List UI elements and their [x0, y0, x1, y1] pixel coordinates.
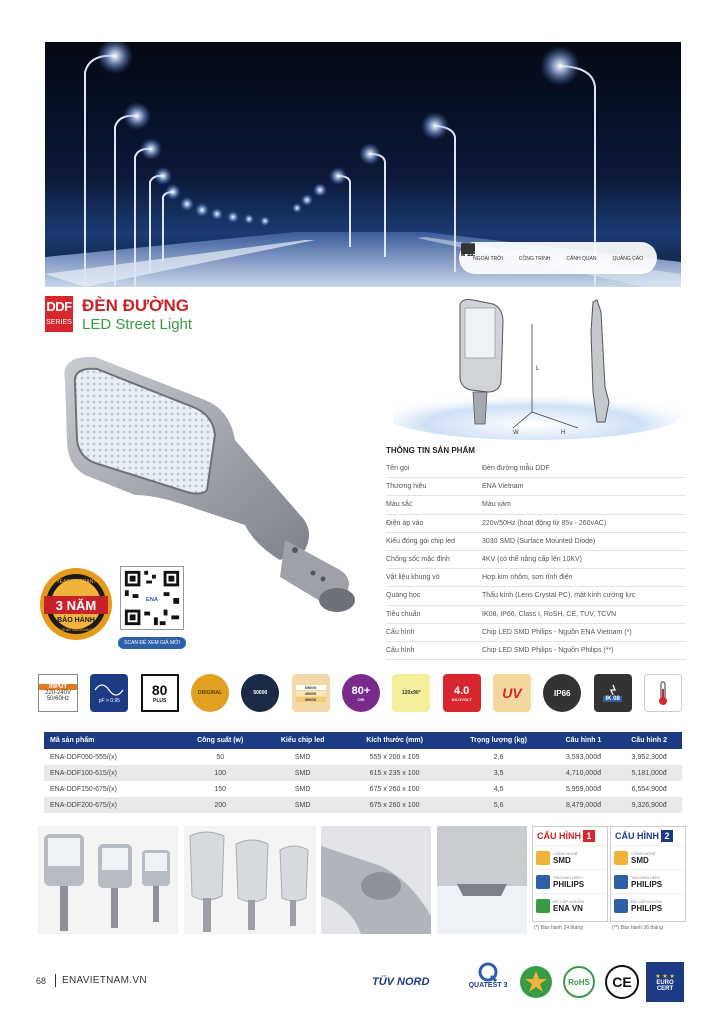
- gallery-sizes-front: [38, 826, 178, 934]
- config-line: [611, 869, 685, 893]
- spec-row: [386, 496, 686, 514]
- config-card-1: [532, 826, 608, 922]
- cell: 5,181,000đ: [616, 765, 682, 781]
- app-outdoor: [473, 255, 503, 262]
- spec-value: Chip LED SMD Philips - Nguồn ENA Vietnam (*): [482, 628, 632, 636]
- 80-plus-number: 80: [151, 682, 168, 698]
- input-badge: [38, 674, 78, 712]
- spec-key: Tên gọi: [386, 465, 410, 473]
- tuv-nord-logo: [372, 962, 452, 1002]
- config-card-2-title: CẤU HÌNH: [615, 831, 659, 841]
- cct-6500: 6500K: [296, 685, 326, 690]
- table-header-row: [44, 732, 682, 749]
- config-note-1: (*) Bảo hành 24 tháng: [534, 925, 583, 931]
- rohs-text: RoHS: [568, 977, 590, 987]
- spec-value: 220v/50Hz (hoạt động từ 85v - 260vAC): [482, 519, 607, 527]
- dim-label-w: W: [513, 430, 519, 436]
- config-line: [611, 845, 685, 869]
- euro-text: EURO: [656, 979, 674, 986]
- quality-star-logo: [518, 962, 554, 1002]
- config-line-value: PHILIPS: [553, 879, 585, 889]
- driver-icon: [614, 899, 628, 913]
- app-advertising-label: QUẢNG CÁO: [612, 255, 643, 262]
- col-header: Cấu hình 2: [616, 732, 682, 749]
- ip66-badge: [543, 674, 581, 712]
- hero-image: [45, 42, 681, 287]
- cct-4000: 4000K: [296, 691, 326, 696]
- gallery-sizes-back: [184, 826, 316, 934]
- cell: ENA-DDF050-555/(x): [50, 753, 117, 761]
- config-line-value: ENA VN: [553, 903, 583, 913]
- cert-text: CERT: [656, 985, 674, 992]
- feature-badges: [38, 672, 682, 714]
- 80-plus-label: PLUS: [152, 698, 167, 704]
- chip-icon: [614, 851, 628, 865]
- clip-detail-image: [437, 826, 527, 934]
- warranty-main-text: 3 NĂM: [55, 598, 97, 613]
- chip-icon: [536, 851, 550, 865]
- warranty-seal: [38, 566, 114, 642]
- cell: 150: [214, 785, 227, 793]
- config-card-2-number: 2: [661, 830, 673, 842]
- config-line-value: PHILIPS: [631, 903, 663, 913]
- config-line-label: CÔNG NGHỆ: [553, 850, 578, 856]
- 80-plus-badge: [141, 674, 179, 712]
- application-strip: [459, 242, 657, 274]
- cell: 2,6: [493, 753, 504, 761]
- cri-value: 80+: [351, 684, 371, 697]
- cell: 200: [178, 797, 263, 813]
- config-line: [533, 845, 607, 869]
- spec-key: Cấu hình: [386, 628, 415, 636]
- table-row: [44, 781, 682, 797]
- config-line-label: THƯƠNG HIỆU: [631, 874, 660, 880]
- cell: SMD: [294, 785, 311, 793]
- input-badge-title: INPUT: [39, 684, 77, 690]
- mount-detail-image: [321, 826, 431, 934]
- series-badge: [45, 296, 73, 332]
- spec-row: [386, 533, 686, 551]
- config-line-value: SMD: [631, 855, 649, 865]
- table-row: [44, 749, 682, 765]
- power-factor-badge: [90, 674, 128, 712]
- cell: 555 x 200 x 105: [369, 753, 420, 761]
- cell: 3,593,000đ: [565, 753, 601, 761]
- spec-title: THÔNG TIN SẢN PHẨM: [386, 446, 475, 455]
- config-line-value: SMD: [553, 855, 571, 865]
- product-title-vn: ĐÈN ĐƯỜNG: [82, 296, 189, 315]
- input-badge-voltage: 220-240V: [44, 690, 72, 696]
- cell: 615 x 235 x 100: [343, 765, 447, 781]
- cell: 3,5: [447, 765, 551, 781]
- col-header: Trọng lượng (kg): [447, 732, 551, 749]
- beam-angle-badge: [392, 674, 430, 712]
- qr-brand: ENA: [145, 596, 159, 603]
- spec-row: [386, 624, 686, 642]
- config-line-label: CÔNG NGHỆ: [631, 850, 656, 856]
- spec-value: 3030 SMD (Surface Mounted Diode): [482, 537, 596, 545]
- config-line: [533, 869, 607, 893]
- spec-row: [386, 460, 686, 478]
- spec-value: 4KV (có thể nâng cấp lên 10KV): [482, 556, 583, 564]
- impact-icon: [605, 684, 621, 696]
- cell: 675 x 260 x 100: [343, 797, 447, 813]
- driver-icon: [536, 899, 550, 913]
- col-header: Kiểu chip led: [263, 732, 343, 749]
- cell: SMD: [263, 797, 343, 813]
- cell: 4,710,000đ: [551, 765, 617, 781]
- config-card-2: [610, 826, 686, 922]
- dim-label-h: H: [561, 430, 566, 436]
- lifetime-badge: [241, 674, 279, 712]
- config-card-2-header: [611, 827, 685, 845]
- cell: ENA-DDF100-615/(x): [44, 765, 178, 781]
- spec-row: [386, 642, 686, 660]
- cri-label: CRI: [357, 696, 365, 702]
- original-badge: [191, 674, 229, 712]
- config-line-label: BỘ CẤP NGUỒN: [553, 898, 585, 904]
- config-card-1-number: 1: [583, 830, 595, 842]
- spec-key: Điện áp vào: [386, 519, 424, 527]
- original-badge-text: ORIGINAL: [197, 690, 223, 696]
- beam-angle-text: 120x90°: [401, 690, 421, 696]
- config-card-1-title: CẤU HÌNH: [537, 831, 581, 841]
- page-number: 68: [36, 976, 47, 986]
- price-table: [44, 732, 682, 813]
- cell: 50: [216, 753, 225, 761]
- spec-key: Cấu hình: [386, 646, 415, 654]
- config-line: [611, 893, 685, 917]
- config-card-1-header: [533, 827, 607, 845]
- qr-code[interactable]: [120, 566, 184, 630]
- spec-value: ENA Vietnam: [482, 483, 524, 491]
- col-header: Mã sản phẩm: [44, 732, 178, 749]
- app-construction: [519, 255, 551, 262]
- power-factor-text: pF > 0.95: [98, 698, 120, 704]
- quatest-mark-icon: [477, 962, 499, 982]
- ce-text: CE: [612, 974, 632, 990]
- rohs-badge: [563, 966, 595, 998]
- spec-key: Quang học: [386, 592, 421, 600]
- billboard-icon: [459, 242, 477, 256]
- spec-row: [386, 606, 686, 624]
- cell: 6,554,900đ: [631, 785, 667, 793]
- footer-divider: [55, 974, 56, 987]
- cct-3000: 3000K: [296, 697, 326, 702]
- spec-key: Thương hiệu: [386, 483, 427, 491]
- app-advertising: [612, 255, 643, 262]
- euro-cert-logo: [646, 962, 684, 1002]
- gallery-detail-mount: [321, 826, 431, 934]
- light-sizes-back-image: [184, 826, 316, 934]
- spec-row: [386, 515, 686, 533]
- spec-value: Hợp kim nhôm, sơn tĩnh điện: [482, 574, 573, 582]
- input-badge-frequency: 50/60Hz: [46, 696, 70, 702]
- tuv-nord-text: TÜV NORD: [372, 976, 430, 988]
- ik08-text: IK 08: [605, 696, 620, 702]
- surge-value: 4.0: [453, 684, 470, 697]
- spec-key: Kiểu đóng gói chip led: [386, 537, 455, 545]
- surge-label: KILOVOLT: [451, 696, 472, 702]
- table-row: [44, 797, 682, 813]
- ce-badge: [605, 965, 639, 999]
- gallery-detail-clip: [437, 826, 527, 934]
- qr-caption: SCAN ĐỂ XEM GIÁ MỚI: [118, 637, 186, 649]
- warranty-top-text: 5 YEAR WARRANTY: [52, 579, 100, 585]
- cell: 5,959,000đ: [565, 785, 601, 793]
- cell: ENA-DDF150-675/(x): [50, 785, 117, 793]
- config-note-2: (**) Bảo hành 36 tháng: [612, 925, 663, 931]
- quatest-text: QUATEST 3: [468, 982, 508, 989]
- brand-icon: [614, 875, 628, 889]
- cri-badge: [342, 674, 380, 712]
- sine-wave-icon: [94, 682, 124, 698]
- spec-value: Chip LED SMD Philips - Nguồn Philips (**): [482, 646, 614, 654]
- spec-row: [386, 551, 686, 569]
- spec-value: Đèn đường mẫu DDF: [482, 465, 550, 473]
- series-badge-code: DDF: [46, 299, 72, 314]
- cell: 9,326,900đ: [616, 797, 682, 813]
- dimension-drawing: [393, 292, 683, 440]
- uv-text: UV: [502, 685, 522, 701]
- spec-key: Chống sốc mặc định: [386, 556, 450, 564]
- spec-row: [386, 587, 686, 605]
- app-landscape: [566, 255, 596, 262]
- ip66-text: IP66: [554, 688, 571, 698]
- cell: SMD: [263, 765, 343, 781]
- config-line: [533, 893, 607, 917]
- quatest-logo: [460, 962, 516, 1002]
- app-construction-label: CÔNG TRÌNH: [518, 255, 551, 262]
- spec-value: Thấu kính (Lens Crystal PC), mặt kính cường lực: [482, 592, 636, 600]
- temperature-badge: [644, 674, 682, 712]
- cell: ENA-DDF200-675/(x): [44, 797, 178, 813]
- cell: SMD: [294, 753, 311, 761]
- rohs-logo: [562, 962, 596, 1002]
- cct-badge: [292, 674, 330, 712]
- col-header: Kích thước (mm): [343, 732, 447, 749]
- spec-value: Màu xám: [482, 501, 511, 509]
- config-line-value: PHILIPS: [631, 879, 663, 889]
- config-line-label: THƯƠNG HIỆU: [553, 874, 582, 880]
- spec-table: [386, 460, 686, 660]
- table-row: [44, 765, 682, 781]
- cell: 100: [178, 765, 263, 781]
- spec-key: Tiêu chuẩn: [386, 610, 421, 618]
- euro-stars-icon: ★ ★ ★: [655, 973, 675, 980]
- spec-key: Vật liệu khung vỏ: [386, 574, 440, 582]
- light-sizes-front-image: [38, 826, 178, 934]
- spec-row: [386, 569, 686, 587]
- warranty-bottom-text: 5 YEAR WARRANTY: [56, 627, 96, 632]
- thermometer-icon: [653, 679, 673, 707]
- ik08-badge: [594, 674, 632, 712]
- series-badge-series: SERIES: [46, 319, 72, 326]
- lifetime-hours: 50000: [253, 690, 268, 696]
- brand-icon: [536, 875, 550, 889]
- app-outdoor-label: NGOÀI TRỜI: [473, 255, 503, 262]
- spec-value: IK08, IP66, Class I, RoSH, CE, TUV, TCVN: [482, 610, 617, 618]
- website-link[interactable]: ENAVIETNAM.VN: [62, 975, 147, 986]
- dim-label-l: L: [536, 366, 540, 372]
- cell: 4,5: [493, 785, 504, 793]
- cell: 675 x 260 x 100: [369, 785, 420, 793]
- surge-badge: [443, 674, 481, 712]
- product-title-en: LED Street Light: [82, 316, 193, 333]
- spec-row: [386, 478, 686, 496]
- cell: 8,479,000đ: [551, 797, 617, 813]
- cell: 3,952,300đ: [631, 753, 667, 761]
- uv-badge: [493, 674, 531, 712]
- col-header: Công suất (w): [178, 732, 263, 749]
- app-landscape-label: CẢNH QUAN: [566, 255, 597, 262]
- col-header: Cấu hình 1: [551, 732, 617, 749]
- warranty-sub-text: BẢO HÀNH: [57, 617, 95, 624]
- spec-key: Màu sắc: [386, 501, 413, 509]
- ce-logo: [604, 962, 640, 1002]
- config-line-label: BỘ CẤP NGUỒN: [631, 898, 663, 904]
- cell: 5,6: [447, 797, 551, 813]
